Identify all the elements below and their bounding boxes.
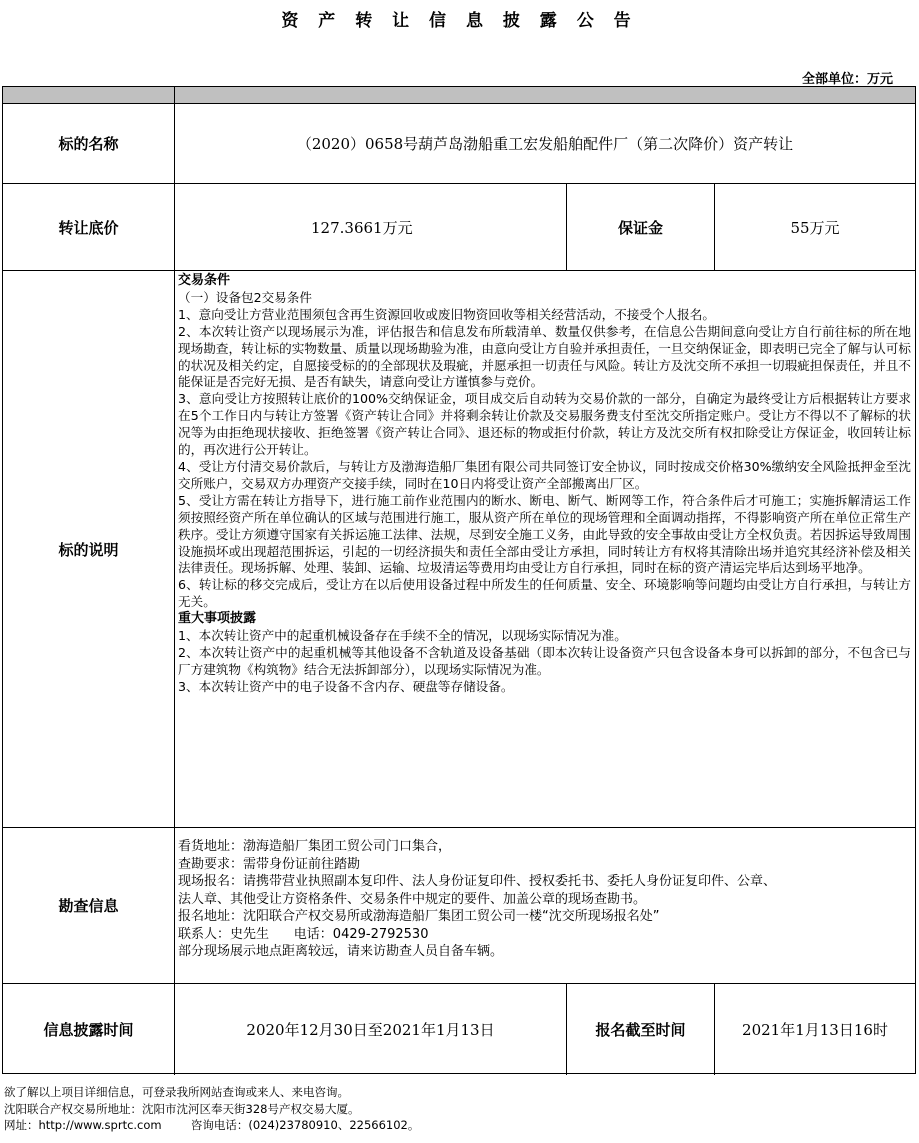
unit-note: 全部单位：万元	[801, 72, 893, 87]
description-paragraph: 3、意向受让方按照转让底价的100%交纳保证金，项目成交后自动转为交易价款的一部分，自确定为最终受让方后根据转让方要求在5个工作日内与转让方签署《资产转让合同》并将剩余转让价款及交易服务费支付至沈交所指定账户。受让方不得以不了解标的状况等为由拒绝现状接收、拒绝签署《资产转让合同》、退还标的物或拒付价款，转让方及沈交所有权扣除受让方保证金，收回转让标的，再次进行公开转让。	[178, 391, 911, 458]
inspection-line: 现场报名：请携带营业执照副本复印件、法人身份证复印件、授权委托书、委托人身份证复印件、公章、	[178, 874, 777, 889]
description-paragraph: 5、受让方需在转让方指导下，进行施工前作业范围内的断水、断电、断气、断网等工作，符合条件后才可施工；实施拆解清运工作须按照经资产所在单位确认的区域与范围进行施工，服从资产所在单位的现场管理和全面调动指挥，不得影响资产所在单位正常生产秩序。受让方须遵守国家有关拆运施工法律、法规，尽到安全施工义务，由此导致的安全事故由受让方全权负责。若因拆运导致周围设施损坏或出现超范围拆运，引起的一切经济损失和责任全部由受让方承担，同时转让方有权将其清除出场并追究其经济补偿及相关法律责任。现场拆解、处理、装卸、运输、垃圾清运等费用均由受让方自行承担，同时在标的资产清运完毕后达到场平地净。	[178, 492, 911, 576]
inspection-line: 看货地址：渤海造船厂集团工贸公司门口集合，	[178, 839, 452, 854]
description-heading: 交易条件	[178, 273, 231, 288]
page-title: 资 产 转 让 信 息 披 露 公 告	[281, 11, 638, 31]
deposit-label: 保证金	[567, 184, 715, 270]
row-price	[3, 183, 915, 270]
description-paragraph: 2、本次转让资产中的起重机械等其他设备不含轨道及设备基础（即本次转让设备资产只包含设备本身可以拆卸的部分，不包含已与厂方建筑物《构筑物》结合无法拆卸部分），以现场实际情况为准。	[178, 644, 911, 677]
row-time	[3, 983, 915, 1075]
inspection-line: 报名地址：沈阳联合产权交易所或渤海造船厂集团工贸公司一楼“沈交所现场报名处”	[178, 909, 660, 924]
description-paragraph: 2、本次转让资产以现场展示为准，评估报告和信息发布所载清单、数量仅供参考，在信息公告期间意向受让方自行前往标的所在地现场勘查，转让标的实物数量、质量以现场勘验为准，由意向受让方自验并承担责任，一旦交纳保证金，即表明已完全了解与认可标的状况及相关约定，自愿接受标的的全部现状及瑕疵，并愿承担一切责任与风险。转让方及沈交所不承担一切瑕疵担保责任，并且不能保证是否完好无损、是否有缺失，请意向受让方谨慎参与竞价。	[178, 323, 911, 390]
description-content	[178, 273, 911, 696]
price-label: 转让底价	[3, 184, 175, 270]
description-paragraph: 3、本次转让资产中的电子设备不含内存、硬盘等存储设备。	[178, 678, 514, 694]
inspection-line: 部分现场展示地点距离较远，请来访勘查人员自备车辆。	[178, 944, 504, 959]
description-heading: 重大事项披露	[178, 611, 257, 627]
time-value: 2020年12月30日至2021年1月13日	[175, 984, 567, 1075]
table-header-strip	[3, 87, 915, 103]
inspection-line: 联系人：史先生 电话：0429-2792530	[178, 926, 429, 942]
row-description	[3, 270, 915, 827]
description-paragraph: 1、本次转让资产中的起重机械设备存在手续不全的情况，以现场实际情况为准。	[178, 628, 627, 644]
deadline-label: 报名截至时间	[567, 984, 715, 1075]
time-label: 信息披露时间	[3, 984, 175, 1075]
deadline-value: 2021年1月13日16时	[742, 1021, 888, 1039]
footer-notes	[4, 1084, 419, 1134]
description-paragraph: 6、转让标的移交完成后，受让方在以后使用设备过程中所发生的任何质量、安全、环境影响等问题均由受让方自行承担，与转让方无关。	[178, 577, 911, 610]
deposit-value: 55万元	[790, 218, 840, 237]
inspection-content	[178, 838, 911, 961]
name-label: 标的名称	[3, 104, 175, 183]
row-inspection	[3, 827, 915, 983]
name-value: （2020）0658号葫芦岛渤船重工宏发船舶配件厂（第二次降价）资产转让	[296, 135, 794, 153]
row-name	[3, 103, 915, 183]
footer-line: 欲了解以上项目详细信息，可登录我所网站查询或来人、来电咨询。	[4, 1085, 349, 1099]
inspection-line: 法人章、其他受让方资格条件、交易条件中规定的要件、加盖公章的现场查勘书。	[178, 891, 647, 907]
description-label: 标的说明	[3, 271, 175, 827]
price-value: 127.3661万元	[175, 184, 567, 270]
description-paragraph: 4、受让方付清交易价款后，与转让方及渤海造船厂集团有限公司共同签订安全协议，同时按成交价格30%缴纳安全风险抵押金至沈交所账户，交易双方办理资产交接手续，同时在10日内将受让资产全部搬离出厂区。	[178, 458, 911, 491]
description-paragraph: 1、意向受让方营业范围须包含再生资源回收或废旧物资回收等相关经营活动，不接受个人报名。	[178, 306, 715, 322]
inspection-label: 勘查信息	[3, 828, 175, 983]
description-paragraph: （一）设备包2交易条件	[178, 289, 312, 305]
header-left-cell	[3, 87, 175, 103]
footer-line: 沈阳联合产权交易所地址：沈阳市沈河区奉天街328号产权交易大厦。	[4, 1101, 360, 1116]
inspection-line: 查勘要求：需带身份证前往踏勘	[178, 856, 361, 872]
footer-line: 网址：http://www.sprtc.com 咨询电话：(024)23780910、22566102。	[4, 1118, 420, 1132]
announcement-table	[2, 86, 916, 1074]
